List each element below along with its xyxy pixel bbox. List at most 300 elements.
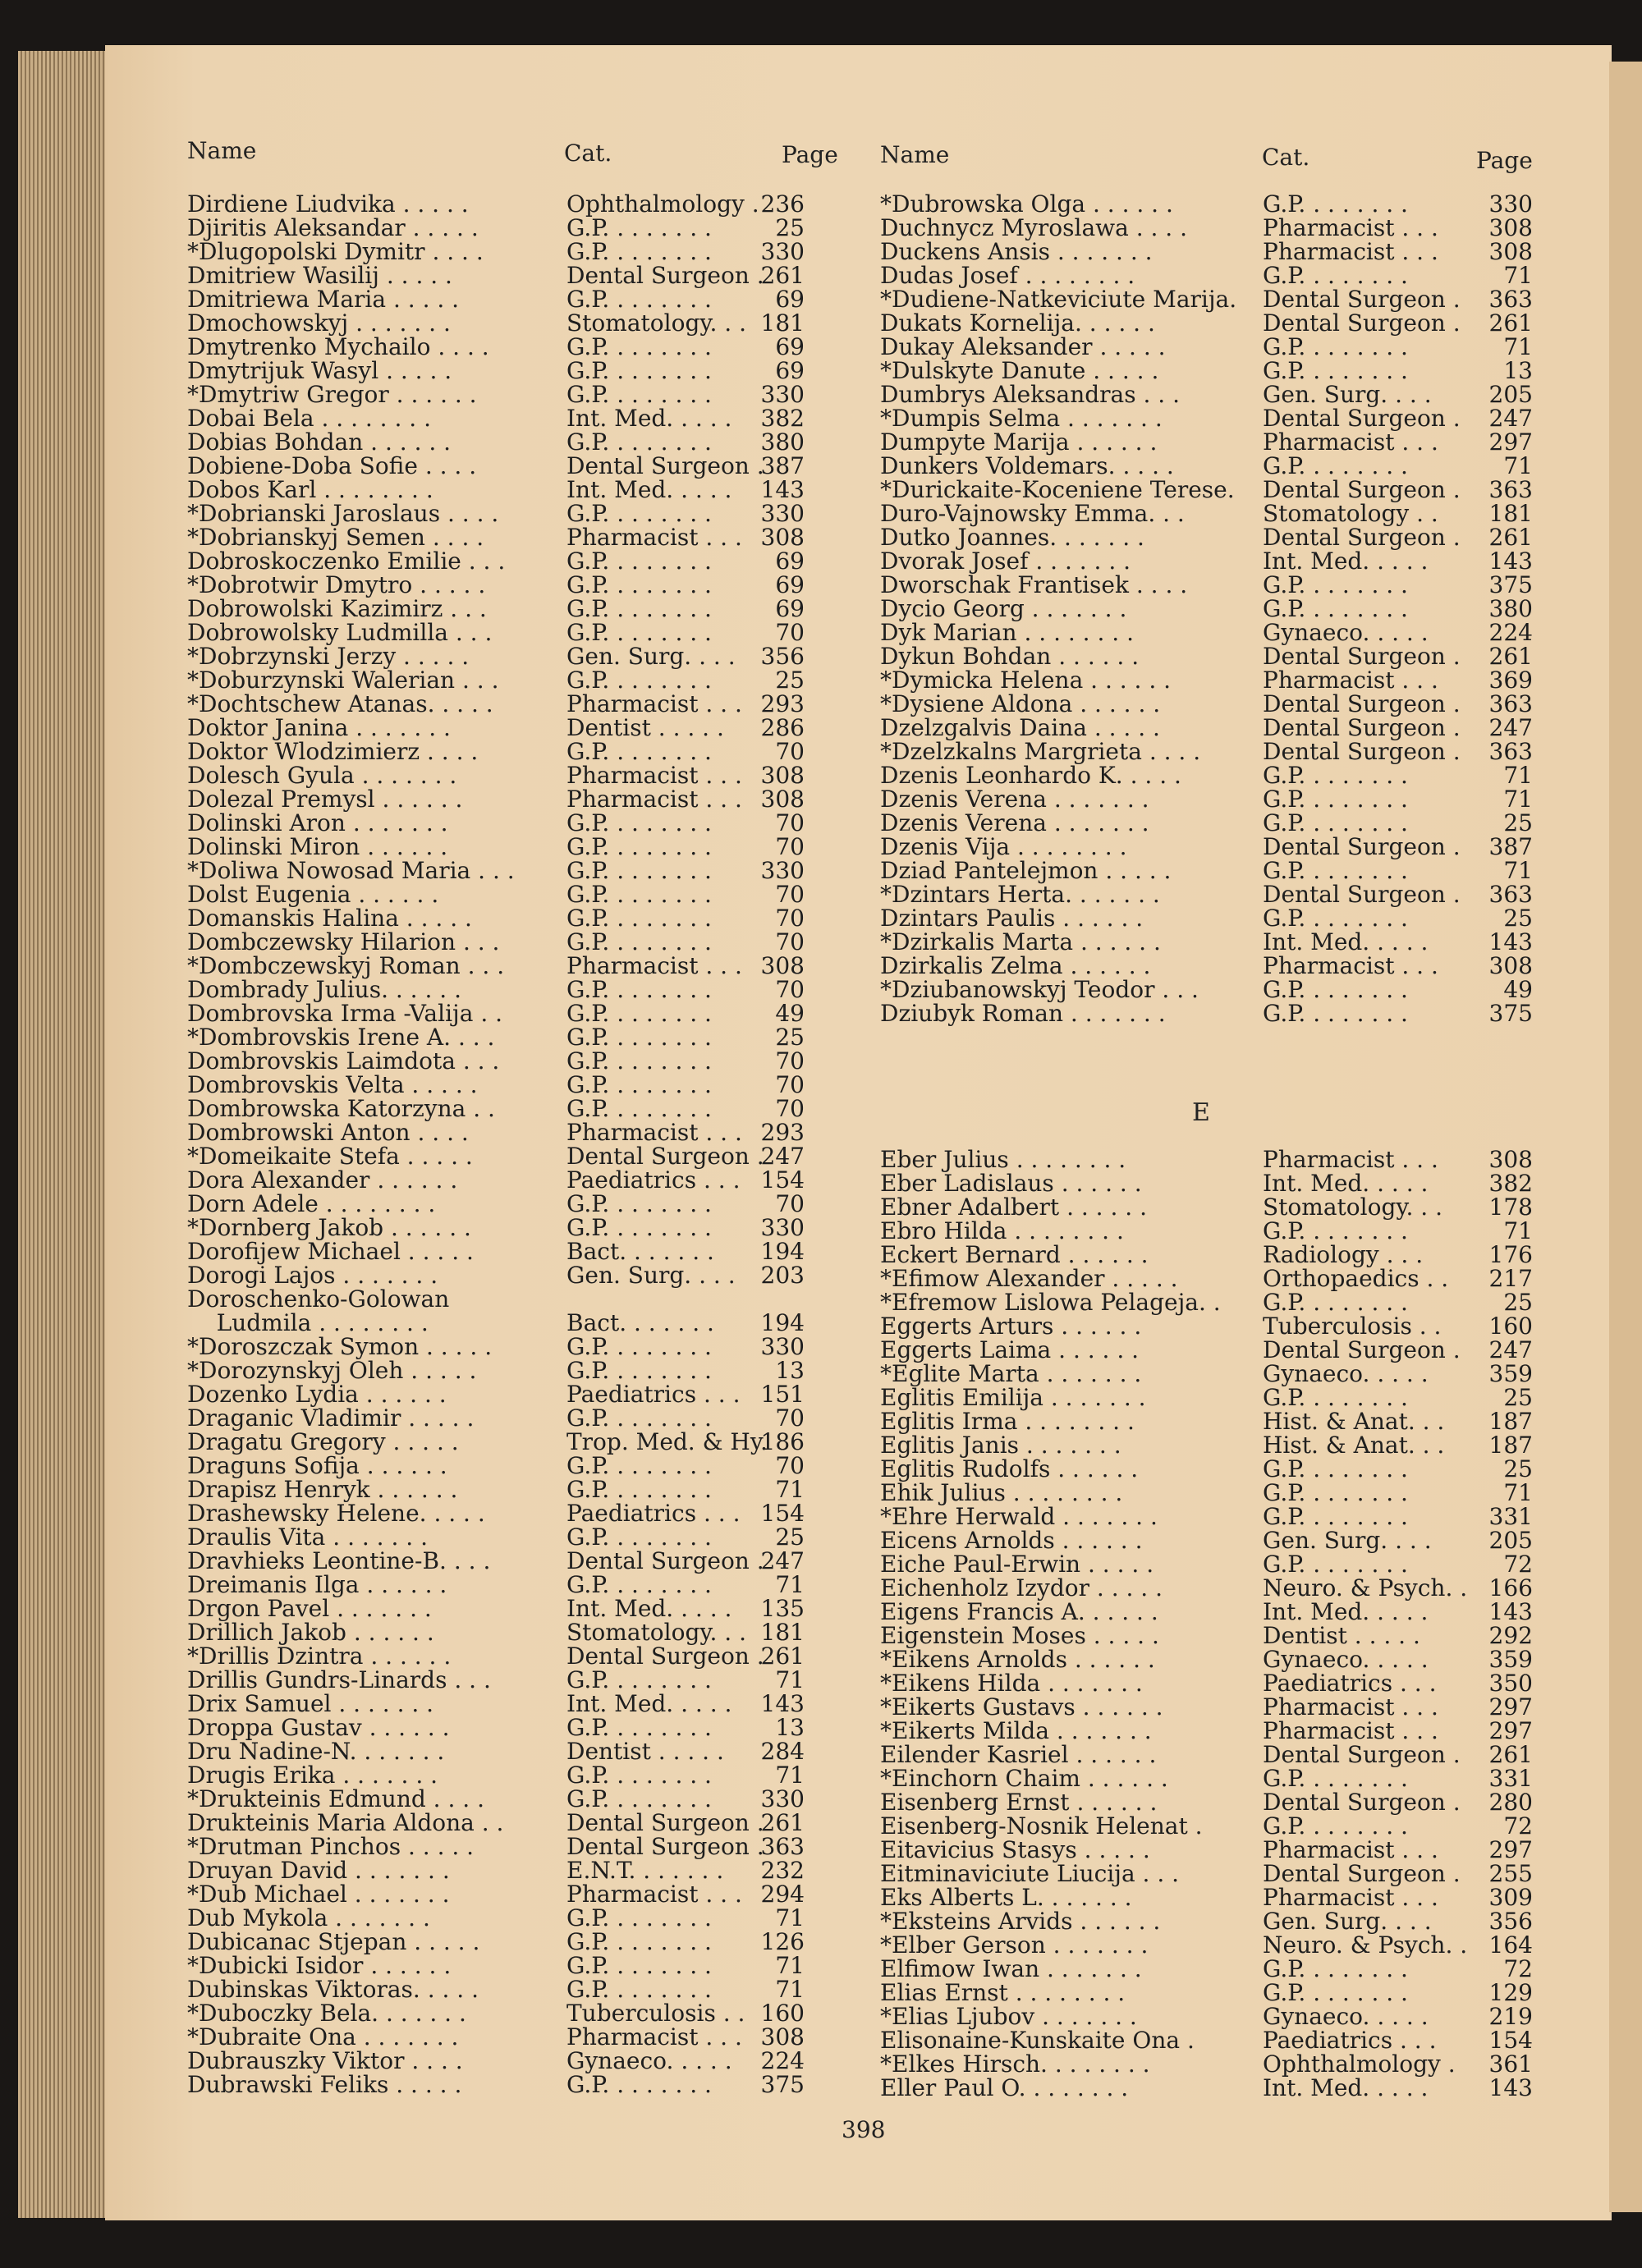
entry-page: 143 [1488, 1598, 1533, 1625]
directory-entry [880, 906, 1537, 930]
entry-name: Dombrowska Katorzyna . . [187, 1095, 495, 1122]
entry-page: 70 [775, 976, 805, 1003]
directory-entry [880, 1386, 1537, 1409]
entry-page: 247 [760, 1547, 805, 1574]
entry-name: Doktor Janina . . . . . . . [187, 714, 451, 741]
entry-page: 375 [1488, 571, 1533, 598]
entry-page: 330 [760, 500, 805, 527]
directory-entry [187, 1644, 844, 1668]
entry-name: *Dymicka Helena . . . . . . [880, 667, 1172, 694]
directory-entry [880, 1981, 1537, 2005]
directory-entry [880, 1314, 1537, 1338]
entry-category: Int. Med. . . . . [566, 405, 732, 432]
entry-name: *Dzirkalis Marta . . . . . . [880, 928, 1161, 955]
entry-page: 71 [1503, 1217, 1533, 1244]
directory-entry [187, 1430, 844, 1454]
directory-entry [187, 644, 844, 668]
entry-name: *Dobrianskyj Semen . . . . [187, 524, 484, 551]
entry-page: 71 [775, 1666, 805, 1693]
entry-category: Dental Surgeon . [1263, 690, 1461, 717]
entry-name: Eber Ladislaus . . . . . . [880, 1170, 1142, 1197]
entry-page: 143 [1488, 548, 1533, 575]
entry-page: 205 [1488, 1527, 1533, 1554]
directory-entry [187, 978, 844, 1001]
directory-entry [187, 1359, 844, 1382]
directory-entry [187, 1763, 844, 1787]
directory-entry [187, 1287, 844, 1311]
directory-entry [187, 311, 844, 335]
entry-page: 70 [775, 1404, 805, 1432]
directory-entry [880, 1433, 1537, 1457]
directory-entry [187, 383, 844, 406]
entry-name: Dzenis Verena . . . . . . . [880, 786, 1149, 813]
directory-entry [187, 573, 844, 597]
entry-category: Int. Med. . . . . [1263, 1598, 1429, 1625]
entry-category: Paediatrics . . . [566, 1381, 741, 1408]
entry-page: 71 [1503, 1479, 1533, 1506]
directory-entry [187, 2049, 844, 2073]
directory-entry [880, 692, 1537, 716]
book-page-edges [18, 51, 110, 2218]
entry-page: 224 [1488, 619, 1533, 646]
entry-page: 71 [1503, 452, 1533, 479]
entry-name: Dmytrenko Mychailo . . . . [187, 333, 489, 360]
entry-page: 70 [775, 881, 805, 908]
directory-entry [187, 240, 844, 263]
entry-page: 160 [760, 2000, 805, 2027]
entry-page: 71 [775, 1571, 805, 1598]
entry-category: G.P. . . . . . . . [566, 2071, 712, 2098]
directory-entry [187, 1525, 844, 1549]
entry-category: Paediatrics . . . [566, 1166, 741, 1194]
directory-entry [880, 1719, 1537, 1743]
entry-name: Dmytrijuk Wasyl . . . . . [187, 357, 452, 384]
directory-entry [880, 573, 1537, 597]
entry-page: 330 [1488, 190, 1533, 218]
entry-name: Dunkers Voldemars. . . . . [880, 452, 1174, 479]
entry-category: G.P. . . . . . . . [566, 833, 712, 860]
entry-name: Dozenko Lydia . . . . . . [187, 1381, 447, 1408]
entry-name: *Doliwa Nowosad Maria . . . [187, 857, 515, 884]
entry-name: Dzenis Leonhardo K. . . . . [880, 762, 1181, 789]
entry-name: Eggerts Laima . . . . . . [880, 1336, 1140, 1363]
entry-page: 160 [1488, 1313, 1533, 1340]
entry-category: Pharmacist . . . [1263, 1146, 1438, 1173]
directory-entry [880, 1338, 1537, 1362]
directory-entry [187, 835, 844, 859]
entry-page: 380 [1488, 595, 1533, 622]
entry-page: 70 [775, 1452, 805, 1479]
entry-page: 261 [1488, 309, 1533, 337]
entry-page: 280 [1488, 1789, 1533, 1816]
entry-category: Tuberculosis . . [1263, 1313, 1442, 1340]
entry-category: G.P. . . . . . . . [1263, 786, 1408, 813]
entry-page: 72 [1503, 1955, 1533, 1982]
entry-page: 247 [760, 1143, 805, 1170]
entry-page: 297 [1488, 1717, 1533, 1744]
directory-entry [880, 1933, 1537, 1957]
entry-page: 331 [1488, 1503, 1533, 1530]
entry-page: 70 [775, 1047, 805, 1074]
entry-name: *Dochtschew Atanas. . . . . [187, 690, 493, 717]
directory-entry [880, 811, 1537, 835]
entry-name: Dobai Bela . . . . . . . . [187, 405, 431, 432]
entry-page: 71 [775, 1976, 805, 2003]
directory-entry [880, 1647, 1537, 1671]
entry-page: 72 [1503, 1812, 1533, 1840]
entry-category: Gynaeco. . . . . [566, 2047, 732, 2074]
entry-name: Dvorak Josef . . . . . . . [880, 548, 1131, 575]
entry-page: 71 [1503, 333, 1533, 360]
entry-name: *Drillis Dzintra . . . . . . [187, 1643, 452, 1670]
directory-entry [880, 1766, 1537, 1790]
entry-name: Eigens Francis A. . . . . . [880, 1598, 1158, 1625]
entry-category: Bact. . . . . . . [566, 1238, 714, 1265]
entry-page: 69 [775, 595, 805, 622]
entry-category: Paediatrics . . . [566, 1500, 741, 1527]
entry-name: Dukats Kornelija. . . . . . [880, 309, 1155, 337]
directory-entry [187, 1263, 844, 1287]
entry-name: Dorogi Lajos . . . . . . . [187, 1262, 438, 1289]
entry-name: Duckens Ansis . . . . . . . [880, 238, 1153, 265]
directory-entry [880, 668, 1537, 692]
entry-category: G.P. . . . . . . . [566, 548, 712, 575]
entry-category: Gynaeco. . . . . [1263, 1646, 1429, 1673]
entry-name: Eicens Arnolds . . . . . . [880, 1527, 1143, 1554]
entry-name: *Einchorn Chaim . . . . . . [880, 1765, 1168, 1792]
entry-name: Doktor Wlodzimierz . . . . [187, 738, 479, 765]
entry-name: *Dubicki Isidor . . . . . . [187, 1952, 452, 1979]
directory-entry [187, 192, 844, 216]
directory-entry [187, 1668, 844, 1692]
entry-category: Paediatrics . . . [1263, 1670, 1437, 1697]
entry-page: 205 [1488, 381, 1533, 408]
entry-category: Stomatology . . [1263, 500, 1438, 527]
entry-name: Duchnycz Myroslawa . . . . [880, 214, 1187, 241]
entry-page: 261 [1488, 643, 1533, 670]
entry-category: G.P. . . . . . . . [566, 1190, 712, 1217]
entry-category: G.P. . . . . . . . [566, 428, 712, 456]
entry-category: Dental Surgeon . [1263, 1789, 1461, 1816]
directory-entry [187, 2073, 844, 2096]
entry-category: Gen. Surg. . . . [566, 643, 736, 670]
directory-entry [880, 2052, 1537, 2076]
directory-entry [187, 1073, 844, 1097]
entry-name: Eisenberg-Nosnik Helenat . [880, 1812, 1203, 1840]
entry-page: 187 [1488, 1408, 1533, 1435]
entry-page: 25 [775, 667, 805, 694]
entry-category: Pharmacist . . . [1263, 1717, 1438, 1744]
directory-entry [187, 2001, 844, 2025]
directory-entry [880, 1219, 1537, 1243]
entry-category: Dental Surgeon . [566, 1547, 764, 1574]
entry-page: 255 [1488, 1860, 1533, 1887]
directory-entry [880, 1885, 1537, 1909]
entry-category: Pharmacist . . . [566, 952, 742, 979]
entry-name: Eiche Paul-Erwin . . . . . [880, 1551, 1154, 1578]
directory-entry [880, 216, 1537, 240]
entry-page: 154 [1488, 2027, 1533, 2054]
entry-page: 25 [775, 1024, 805, 1051]
entry-page: 363 [1488, 690, 1533, 717]
entry-category: Pharmacist . . . [566, 786, 742, 813]
entry-name: Eggerts Arturs . . . . . . [880, 1313, 1142, 1340]
entry-name: Drashewsky Helene. . . . . [187, 1500, 485, 1527]
directory-entry [880, 1790, 1537, 1814]
directory-entry [880, 478, 1537, 502]
entry-name: Dzirkalis Zelma . . . . . . [880, 952, 1151, 979]
entry-name: Doroschenko-Golowan [187, 1285, 450, 1313]
entry-category: G.P. . . . . . . . [566, 1666, 712, 1693]
entry-name: Dmitriewa Maria . . . . . [187, 286, 460, 313]
entry-name: *Dobrotwir Dmytro . . . . . [187, 571, 486, 598]
entry-name: Dub Mykola . . . . . . . [187, 1904, 430, 1931]
entry-name: Eigenstein Moses . . . . . [880, 1622, 1159, 1649]
directory-entry [880, 1481, 1537, 1505]
entry-category: G.P. . . . . . . . [1263, 452, 1408, 479]
directory-entry [187, 478, 844, 502]
entry-category: G.P. . . . . . . . [566, 1357, 712, 1384]
entry-page: 308 [760, 762, 805, 789]
entry-name: Dutko Joannes. . . . . . . [880, 524, 1144, 551]
entry-category: Int. Med. . . . . [1263, 548, 1429, 575]
entry-page: 308 [1488, 214, 1533, 241]
entry-category: G.P. . . . . . . . [566, 881, 712, 908]
entry-category: Bact. . . . . . . [566, 1309, 714, 1336]
entry-page: 236 [760, 190, 805, 218]
entry-name: *Dornberg Jakob . . . . . . [187, 1214, 471, 1241]
entry-page: 71 [775, 1952, 805, 1979]
directory-entry [187, 1739, 844, 1763]
entry-name: Dubrauszky Viktor . . . . [187, 2047, 463, 2074]
entry-category: Int. Med. . . . . [566, 1595, 732, 1622]
entry-name: *Doroszczak Symon . . . . . [187, 1333, 493, 1360]
entry-category: Stomatology. . . [566, 1619, 746, 1646]
entry-page: 181 [760, 309, 805, 337]
directory-entry [187, 1025, 844, 1049]
entry-page: 297 [1488, 1836, 1533, 1863]
directory-entry [880, 930, 1537, 954]
directory-entry [880, 1624, 1537, 1647]
entry-name: Ebner Adalbert . . . . . . [880, 1194, 1147, 1221]
entry-page: 375 [1488, 1000, 1533, 1027]
entry-category: G.P. . . . . . . . [566, 1714, 712, 1741]
entry-page: 232 [760, 1857, 805, 1884]
entry-page: 71 [775, 1476, 805, 1503]
directory-entry [187, 1858, 844, 1882]
directory-entry [880, 1814, 1537, 1838]
directory-entry [187, 787, 844, 811]
entry-page: 286 [760, 714, 805, 741]
entry-name: Dolst Eugenia . . . . . . [187, 881, 439, 908]
directory-entry [187, 335, 844, 359]
entry-name: *Efimow Alexander . . . . . [880, 1265, 1178, 1292]
entry-category: G.P. . . . . . . . [1263, 1000, 1408, 1027]
entry-page: 363 [1488, 286, 1533, 313]
directory-entry [187, 1168, 844, 1192]
entry-name: *Durickaite-Koceniene Terese. [880, 476, 1235, 503]
entry-name: *Dziubanowskyj Teodor . . . [880, 976, 1199, 1003]
entry-name: Dubinskas Viktoras. . . . . [187, 1976, 479, 2003]
entry-page: 25 [1503, 905, 1533, 932]
entry-page: 359 [1488, 1360, 1533, 1387]
directory-entry [187, 621, 844, 644]
entry-name: Dudas Josef . . . . . . . . [880, 262, 1135, 289]
entry-page: 382 [1488, 1170, 1533, 1197]
entry-page: 247 [1488, 1336, 1533, 1363]
entry-name: Eber Julius . . . . . . . . [880, 1146, 1126, 1173]
directory-entry [187, 906, 844, 930]
entry-category: G.P. . . . . . . . [566, 238, 712, 265]
directory-entry [880, 2076, 1537, 2100]
entry-name: *Dlugopolski Dymitr . . . . [187, 238, 484, 265]
entry-category: Gen. Surg. . . . [1263, 1908, 1432, 1935]
entry-category: G.P. . . . . . . . [566, 1000, 712, 1027]
entry-category: G.P. . . . . . . . [1263, 976, 1408, 1003]
directory-entry [880, 1838, 1537, 1862]
entry-category: Dental Surgeon . [1263, 405, 1461, 432]
entry-page: 261 [760, 1643, 805, 1670]
directory-entry [880, 1243, 1537, 1267]
directory-entry [880, 1290, 1537, 1314]
directory-entry [187, 454, 844, 478]
entry-name: Eglitis Janis . . . . . . . [880, 1432, 1121, 1459]
entry-category: G.P. . . . . . . . [566, 286, 712, 313]
entry-category: G.P. . . . . . . . [566, 571, 712, 598]
entry-category: Dental Surgeon . [1263, 881, 1461, 908]
directory-entry [880, 597, 1537, 621]
entry-category: Dentist . . . . . [1263, 1622, 1420, 1649]
entry-category: G.P. . . . . . . . [566, 1571, 712, 1598]
entry-name: *Domeikaite Stefa . . . . . [187, 1143, 473, 1170]
entry-category: G.P. . . . . . . . [566, 1904, 712, 1931]
entry-category: Pharmacist . . . [566, 690, 742, 717]
entry-name: Dolesch Gyula . . . . . . . [187, 762, 457, 789]
entry-name: Eks Alberts L. . . . . . . [880, 1884, 1132, 1911]
entry-category: G.P. . . . . . . . [1263, 1503, 1408, 1530]
entry-category: Pharmacist . . . [566, 762, 742, 789]
entry-name: *Eksteins Arvids . . . . . . [880, 1908, 1161, 1935]
entry-page: 261 [1488, 1741, 1533, 1768]
directory-entry [880, 1409, 1537, 1433]
entry-category: Int. Med. . . . . [1263, 1170, 1429, 1197]
entry-name: Dolinski Aron . . . . . . . [187, 809, 448, 836]
entry-page: 166 [1488, 1574, 1533, 1601]
entry-category: G.P. . . . . . . . [1263, 1979, 1408, 2006]
entry-name: Duro-Vajnowsky Emma. . . [880, 500, 1185, 527]
entry-name: Ludmila . . . . . . . . [187, 1309, 429, 1336]
entry-name: *Dzelzkalns Margrieta . . . . [880, 738, 1201, 765]
entry-page: 247 [1488, 405, 1533, 432]
entry-name: Dyk Marian . . . . . . . . [880, 619, 1134, 646]
entry-name: *Efremow Lislowa Pelageja. . [880, 1289, 1221, 1316]
entry-name: Eichenholz Izydor . . . . . [880, 1574, 1163, 1601]
entry-category: Pharmacist . . . [1263, 214, 1438, 241]
entry-category: G.P. . . . . . . . [566, 381, 712, 408]
entry-name: *Eikerts Milda . . . . . . . [880, 1717, 1152, 1744]
header-page: Page [1476, 147, 1533, 174]
entry-name: *Duboczky Bela. . . . . . . [187, 2000, 466, 2027]
entry-category: G.P. . . . . . . . [1263, 595, 1408, 622]
entry-name: Dravhieks Leontine-B. . . . [187, 1547, 491, 1574]
entry-page: 331 [1488, 1765, 1533, 1792]
directory-entry [187, 716, 844, 740]
entry-category: G.P. . . . . . . . [566, 1976, 712, 2003]
directory-entry [880, 644, 1537, 668]
entry-name: *Eikens Arnolds . . . . . . [880, 1646, 1155, 1673]
entry-page: 151 [760, 1381, 805, 1408]
entry-page: 380 [760, 428, 805, 456]
header-name: Name [880, 141, 950, 168]
entry-page: 154 [760, 1166, 805, 1194]
directory-entry [187, 1382, 844, 1406]
entry-page: 25 [1503, 1384, 1533, 1411]
entry-page: 261 [1488, 524, 1533, 551]
directory-entry [880, 502, 1537, 525]
entry-category: Dental Surgeon . [1263, 714, 1461, 741]
entry-name: Eitavicius Stasys . . . . . [880, 1836, 1150, 1863]
directory-entry [187, 668, 844, 692]
entry-category: Pharmacist . . . [1263, 667, 1438, 694]
entry-name: *Dombrovskis Irene A. . . . [187, 1024, 495, 1051]
entry-name: Dolezal Premysl . . . . . . [187, 786, 463, 813]
entry-category: G.P. . . . . . . . [1263, 190, 1408, 218]
entry-name: Drgon Pavel . . . . . . . [187, 1595, 432, 1622]
entry-category: Dental Surgeon . [566, 1809, 764, 1836]
directory-entry [880, 430, 1537, 454]
directory-entry [187, 1144, 844, 1168]
entry-page: 25 [1503, 809, 1533, 836]
entry-name: Dirdiene Liudvika . . . . . [187, 190, 469, 218]
entry-category: Pharmacist . . . [1263, 1836, 1438, 1863]
directory-entry [187, 1501, 844, 1525]
directory-entry [187, 882, 844, 906]
entry-page: 330 [760, 1214, 805, 1241]
entry-page: 375 [760, 2071, 805, 2098]
entry-page: 309 [1488, 1884, 1533, 1911]
header-name: Name [187, 137, 257, 164]
entry-category: G.P. . . . . . . . [1263, 857, 1408, 884]
entry-category: G.P. . . . . . . . [1263, 1479, 1408, 1506]
directory-entry [880, 525, 1537, 549]
entry-name: *Dombczewskyj Roman . . . [187, 952, 505, 979]
entry-page: 143 [760, 476, 805, 503]
entry-name: Dzenis Verena . . . . . . . [880, 809, 1149, 836]
entry-category: Gynaeco. . . . . [1263, 619, 1429, 646]
directory-entry [187, 1573, 844, 1597]
directory-entry [187, 1216, 844, 1239]
entry-name: Drillis Gundrs-Linards . . . [187, 1666, 491, 1693]
directory-entry [187, 287, 844, 311]
entry-name: *Eglite Marta . . . . . . . [880, 1360, 1142, 1387]
entry-category: Pharmacist . . . [566, 2023, 742, 2050]
directory-entry [187, 1882, 844, 1906]
entry-name: Dobias Bohdan . . . . . . [187, 428, 452, 456]
directory-entry [880, 549, 1537, 573]
entry-page: 70 [775, 905, 805, 932]
entry-page: 356 [1488, 1908, 1533, 1935]
directory-entry [187, 740, 844, 763]
entry-page: 126 [760, 1928, 805, 1955]
entry-page: 71 [1503, 762, 1533, 789]
entry-page: 308 [1488, 238, 1533, 265]
entry-name: Dreimanis Ilga . . . . . . [187, 1571, 447, 1598]
directory-entry [187, 1478, 844, 1501]
entry-name: Draganic Vladimir . . . . . [187, 1404, 475, 1432]
directory-entry [187, 359, 844, 383]
directory-entry [187, 1192, 844, 1216]
directory-entry [880, 2005, 1537, 2028]
